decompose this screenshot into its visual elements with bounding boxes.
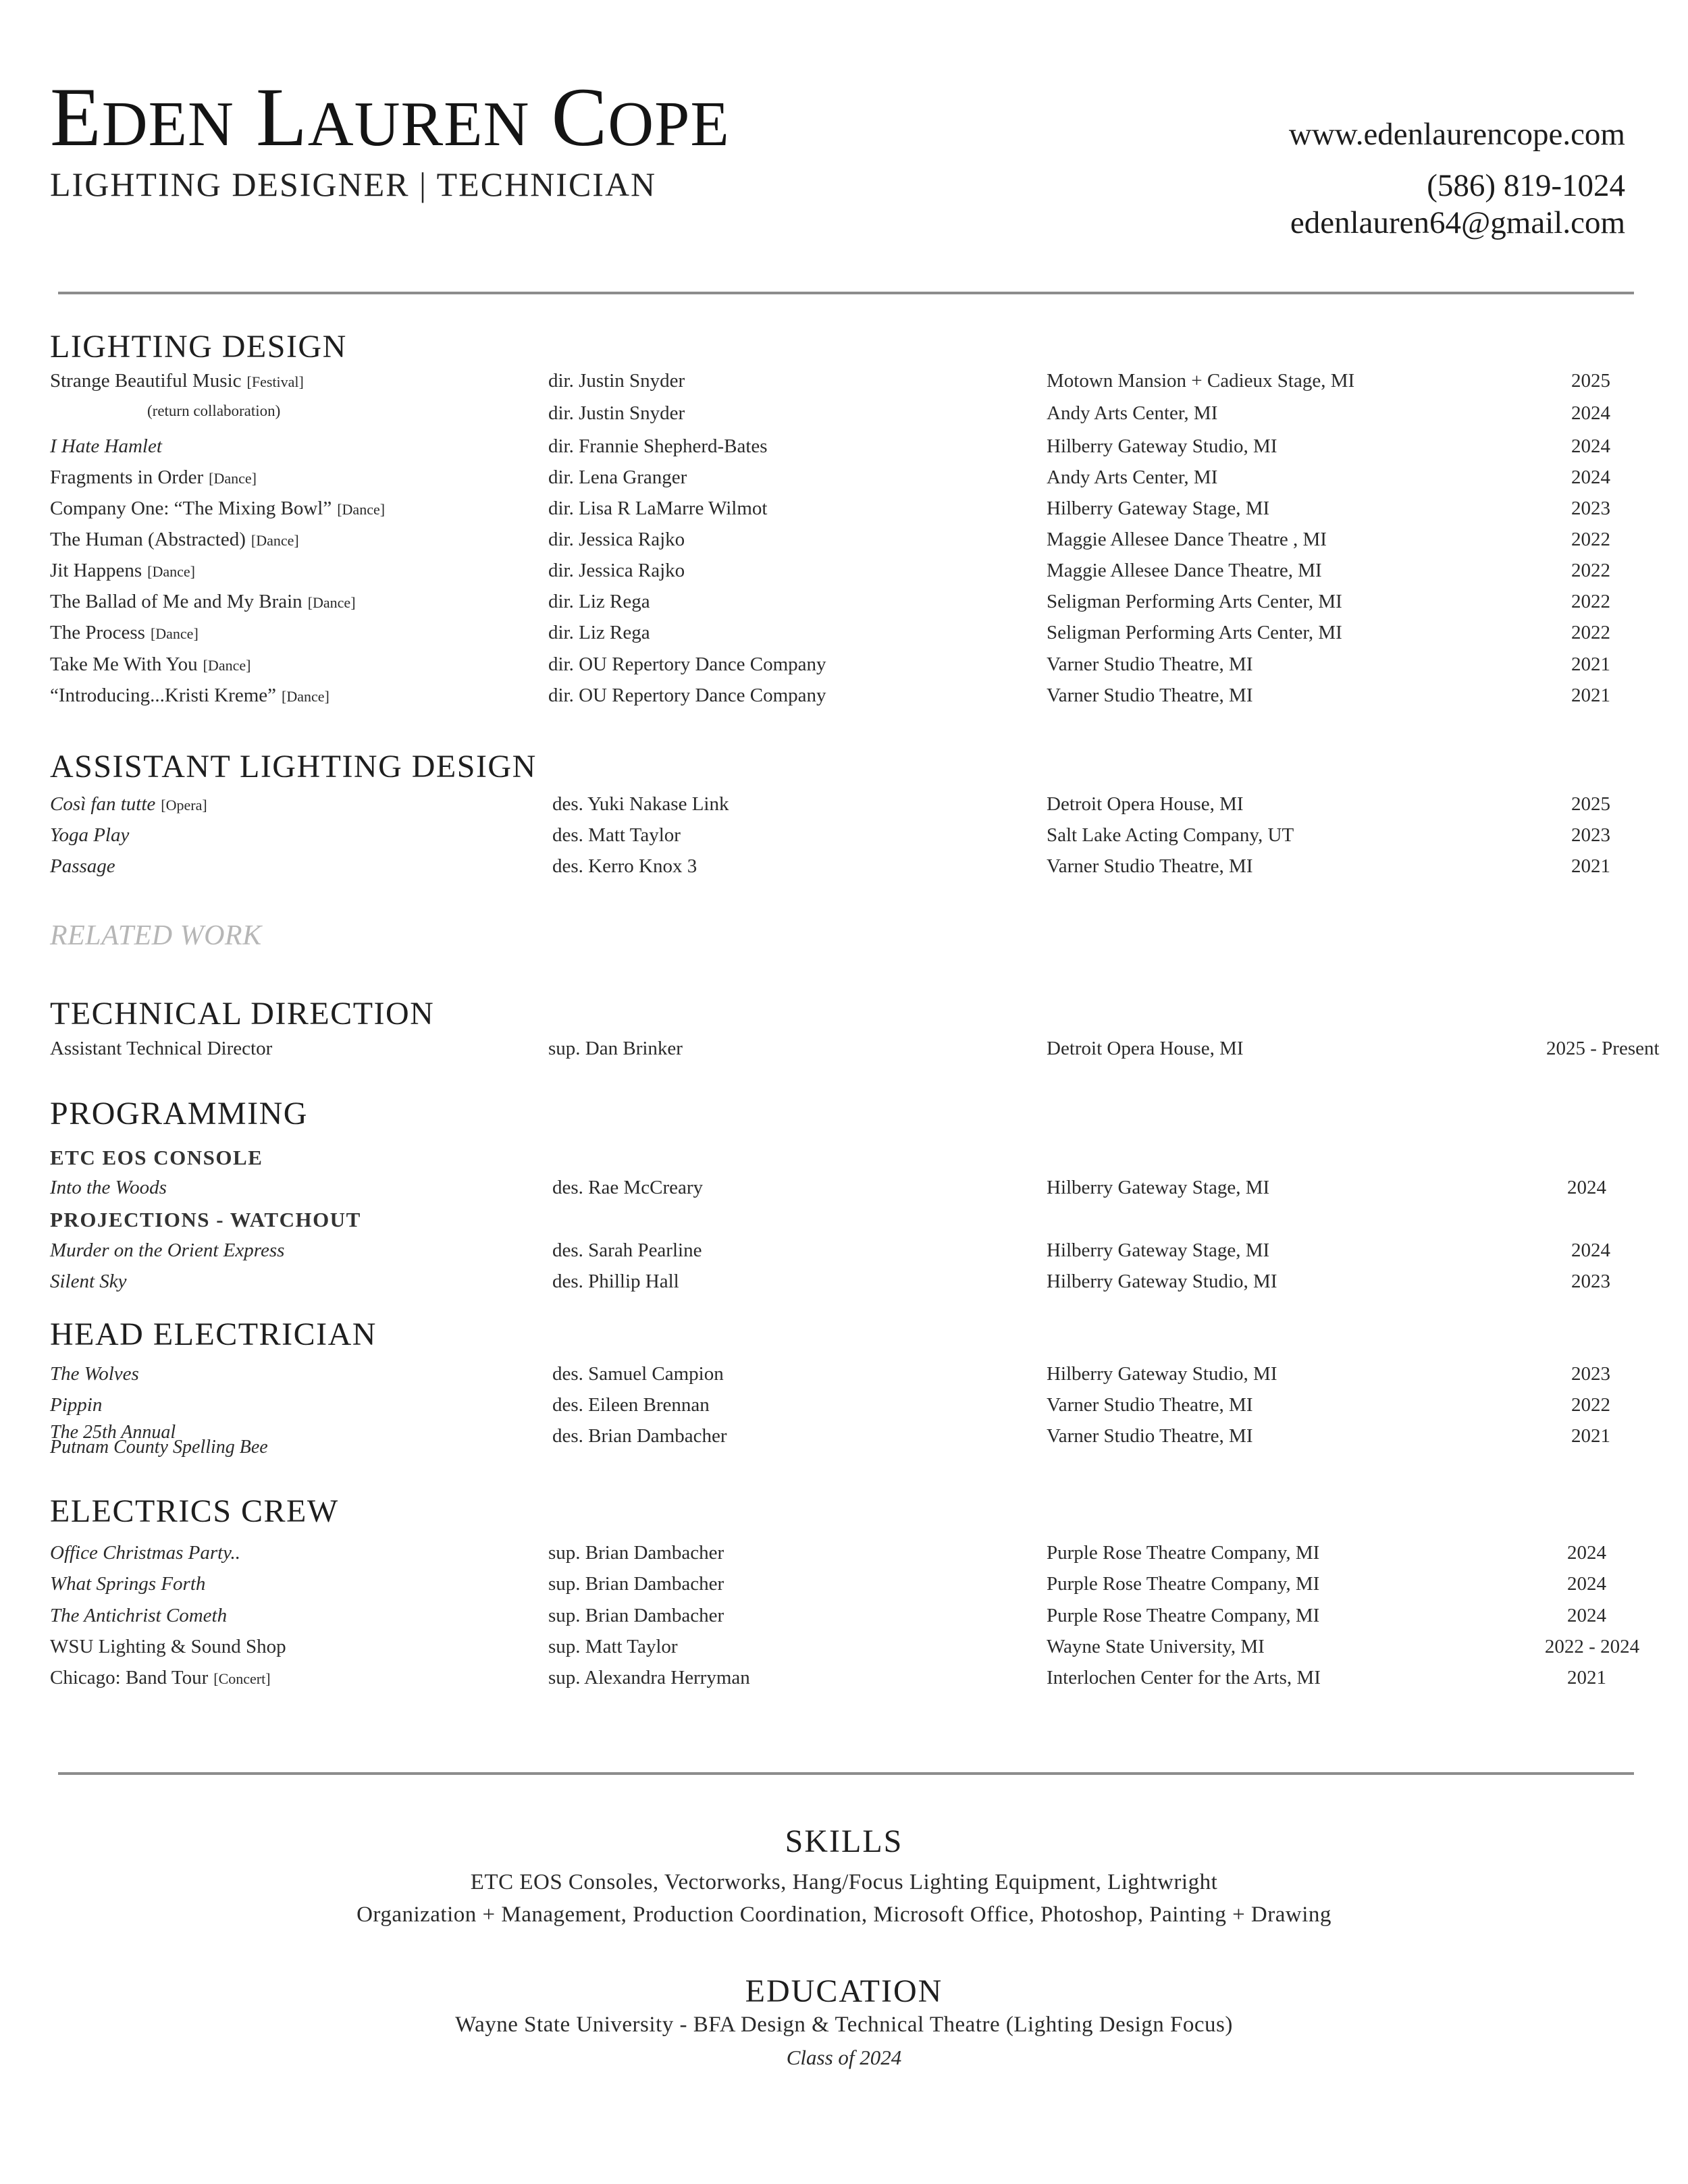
skills-heading: SKILLS	[785, 1823, 903, 1859]
show-title: Take Me With You [Dance]	[50, 654, 251, 675]
director: dir. Justin Snyder	[548, 370, 685, 392]
director: dir. Jessica Rajko	[548, 529, 685, 550]
year: 2021	[1571, 1425, 1610, 1447]
year: 2022 - 2024	[1544, 1636, 1640, 1657]
show-title: Pippin	[50, 1394, 103, 1416]
name-middle: LAUREN	[255, 71, 530, 163]
venue: Hilberry Gateway Stage, MI	[1047, 1240, 1270, 1261]
name-last: COPE	[551, 71, 730, 163]
venue: Seligman Performing Arts Center, MI	[1047, 591, 1342, 612]
year: 2024	[1567, 1573, 1606, 1595]
skills-line-2: Organization + Management, Production Coordination, Microsoft Office, Photoshop, Painting + Drawing	[357, 1902, 1331, 1927]
supervisor: sup. Brian Dambacher	[548, 1542, 724, 1564]
role-title: Assistant Technical Director	[50, 1038, 273, 1059]
list-item	[0, 1363, 1688, 1394]
list-item	[0, 1240, 1688, 1271]
list-item	[0, 1422, 1688, 1458]
programming-heading: PROGRAMMING	[50, 1096, 308, 1131]
list-item	[0, 435, 1688, 467]
venue: Andy Arts Center, MI	[1047, 402, 1218, 424]
venue: Wayne State University, MI	[1047, 1636, 1265, 1657]
designer: des. Samuel Campion	[552, 1363, 724, 1385]
list-item	[0, 855, 1688, 886]
venue: Andy Arts Center, MI	[1047, 467, 1218, 488]
list-item	[0, 1573, 1688, 1604]
website-link[interactable]: www.edenlaurencope.com	[1288, 117, 1625, 152]
list-item	[0, 498, 1688, 529]
list-item	[0, 591, 1688, 622]
show-title: The Process [Dance]	[50, 622, 199, 643]
list-item	[0, 685, 1688, 716]
director: dir. OU Repertory Dance Company	[548, 685, 826, 706]
supervisor: sup. Dan Brinker	[548, 1038, 683, 1059]
designer: des. Yuki Nakase Link	[552, 793, 729, 815]
director: dir. OU Repertory Dance Company	[548, 654, 826, 675]
supervisor: sup. Brian Dambacher	[548, 1605, 724, 1626]
list-item	[0, 1038, 1688, 1069]
venue: Varner Studio Theatre, MI	[1047, 1425, 1253, 1447]
year: 2021	[1571, 685, 1610, 706]
show-title: The Human (Abstracted) [Dance]	[50, 529, 299, 550]
show-title: Strange Beautiful Music [Festival]	[50, 370, 304, 392]
name-first: EDEN	[50, 71, 234, 163]
year: 2024	[1571, 467, 1610, 488]
director: dir. Jessica Rajko	[548, 560, 685, 581]
show-title: The Wolves	[50, 1363, 139, 1385]
year: 2024	[1571, 402, 1610, 424]
venue: Maggie Allesee Dance Theatre, MI	[1047, 560, 1322, 581]
year: 2024	[1571, 435, 1610, 457]
year: 2022	[1571, 591, 1610, 612]
list-item	[0, 370, 1688, 401]
show-title: Office Christmas Party..	[50, 1542, 240, 1564]
venue: Hilberry Gateway Stage, MI	[1047, 498, 1270, 519]
year: 2024	[1567, 1177, 1606, 1198]
year: 2024	[1571, 1240, 1610, 1261]
director: dir. Liz Rega	[548, 591, 650, 612]
collaboration-note: (return collaboration)	[147, 402, 281, 419]
year: 2023	[1571, 1271, 1610, 1292]
footer-divider	[58, 1772, 1634, 1775]
phone-number: (586) 819-1024	[1427, 168, 1625, 203]
venue: Maggie Allesee Dance Theatre , MI	[1047, 529, 1327, 550]
show-title: Company One: “The Mixing Bowl” [Dance]	[50, 498, 386, 519]
venue: Salt Lake Acting Company, UT	[1047, 824, 1294, 846]
year: 2024	[1567, 1605, 1606, 1626]
email-link[interactable]: edenlauren64@gmail.com	[1290, 205, 1625, 240]
assistant-lighting-design-heading: ASSISTANT LIGHTING DESIGN	[50, 749, 537, 784]
list-item	[0, 793, 1688, 824]
year: 2021	[1567, 1667, 1606, 1688]
year: 2022	[1571, 560, 1610, 581]
venue: Hilberry Gateway Studio, MI	[1047, 1363, 1277, 1385]
year: 2021	[1571, 855, 1610, 877]
director: dir. Frannie Shepherd-Bates	[548, 435, 768, 457]
list-item	[0, 654, 1688, 685]
skills-line-1: ETC EOS Consoles, Vectorworks, Hang/Focus Lighting Equipment, Lightwright	[470, 1870, 1218, 1894]
designer: des. Rae McCreary	[552, 1177, 704, 1198]
designer: des. Eileen Brennan	[552, 1394, 710, 1416]
show-title: “Introducing...Kristi Kreme” [Dance]	[50, 685, 329, 706]
resume-name	[50, 71, 730, 163]
year: 2022	[1571, 622, 1610, 643]
year: 2024	[1567, 1542, 1606, 1564]
year: 2025 - Present	[1546, 1038, 1660, 1059]
list-item	[0, 402, 1688, 433]
venue: Purple Rose Theatre Company, MI	[1047, 1573, 1320, 1595]
year: 2023	[1571, 498, 1610, 519]
designer: des. Phillip Hall	[552, 1271, 679, 1292]
venue: Hilberry Gateway Studio, MI	[1047, 435, 1277, 457]
list-item	[0, 1271, 1688, 1302]
venue: Interlochen Center for the Arts, MI	[1047, 1667, 1321, 1688]
director: dir. Lena Granger	[548, 467, 687, 488]
venue: Hilberry Gateway Studio, MI	[1047, 1271, 1277, 1292]
show-title: Into the Woods	[50, 1177, 167, 1198]
venue: Seligman Performing Arts Center, MI	[1047, 622, 1342, 643]
show-title: Chicago: Band Tour [Concert]	[50, 1667, 271, 1688]
show-title: Passage	[50, 855, 115, 877]
list-item	[0, 1394, 1688, 1425]
show-title: Così fan tutte [Opera]	[50, 793, 207, 815]
venue: Varner Studio Theatre, MI	[1047, 855, 1253, 877]
education-heading: EDUCATION	[745, 1973, 943, 2009]
venue: Purple Rose Theatre Company, MI	[1047, 1605, 1320, 1626]
designer: des. Brian Dambacher	[552, 1425, 727, 1447]
year: 2021	[1571, 654, 1610, 675]
venue: Varner Studio Theatre, MI	[1047, 685, 1253, 706]
year: 2023	[1571, 824, 1610, 846]
list-item	[0, 622, 1688, 653]
education-degree: Wayne State University - BFA Design & Technical Theatre (Lighting Design Focus)	[455, 2013, 1233, 2037]
show-title: The Antichrist Cometh	[50, 1605, 228, 1626]
related-work-heading: RELATED WORK	[50, 920, 262, 951]
show-title: What Springs Forth	[50, 1573, 206, 1595]
projections-subheading: PROJECTIONS - WATCHOUT	[50, 1208, 361, 1231]
etc-eos-subheading: ETC EOS CONSOLE	[50, 1146, 263, 1169]
list-item	[0, 467, 1688, 498]
resume-subtitle: LIGHTING DESIGNER | TECHNICIAN	[50, 165, 657, 203]
show-title: Silent Sky	[50, 1271, 127, 1292]
designer: des. Matt Taylor	[552, 824, 681, 846]
list-item	[0, 529, 1688, 560]
venue: Detroit Opera House, MI	[1047, 1038, 1244, 1059]
year: 2022	[1571, 1394, 1610, 1416]
venue: Varner Studio Theatre, MI	[1047, 654, 1253, 675]
show-title: Murder on the Orient Express	[50, 1240, 285, 1261]
list-item	[0, 1636, 1688, 1667]
education-class: Class of 2024	[786, 2046, 902, 2069]
show-title: Jit Happens [Dance]	[50, 560, 195, 581]
head-electrician-heading: HEAD ELECTRICIAN	[50, 1316, 377, 1352]
venue: Hilberry Gateway Stage, MI	[1047, 1177, 1270, 1198]
list-item	[0, 1605, 1688, 1636]
director: dir. Liz Rega	[548, 622, 650, 643]
supervisor: sup. Matt Taylor	[548, 1636, 678, 1657]
year: 2025	[1571, 370, 1610, 392]
venue: Detroit Opera House, MI	[1047, 793, 1244, 815]
header-divider	[58, 292, 1634, 294]
year: 2025	[1571, 793, 1610, 815]
supervisor: sup. Alexandra Herryman	[548, 1667, 750, 1688]
year: 2022	[1571, 529, 1610, 550]
electrics-crew-heading: ELECTRICS CREW	[50, 1493, 339, 1529]
venue: Purple Rose Theatre Company, MI	[1047, 1542, 1320, 1564]
year: 2023	[1571, 1363, 1610, 1385]
show-title: The 25th Annual Putnam County Spelling Bee	[50, 1422, 268, 1458]
director: dir. Justin Snyder	[548, 402, 685, 424]
list-item	[0, 1542, 1688, 1573]
list-item	[0, 560, 1688, 591]
show-title: Yoga Play	[50, 824, 130, 846]
list-item	[0, 1177, 1688, 1208]
list-item	[0, 1667, 1688, 1698]
list-item	[0, 824, 1688, 855]
show-title: WSU Lighting & Sound Shop	[50, 1636, 286, 1657]
supervisor: sup. Brian Dambacher	[548, 1573, 724, 1595]
show-title: I Hate Hamlet	[50, 435, 162, 457]
designer: des. Kerro Knox 3	[552, 855, 697, 877]
show-title: Fragments in Order [Dance]	[50, 467, 257, 488]
designer: des. Sarah Pearline	[552, 1240, 702, 1261]
venue: Motown Mansion + Cadieux Stage, MI	[1047, 370, 1355, 392]
lighting-design-heading: LIGHTING DESIGN	[50, 329, 347, 365]
show-title: The Ballad of Me and My Brain [Dance]	[50, 591, 356, 612]
technical-direction-heading: TECHNICAL DIRECTION	[50, 996, 435, 1032]
director: dir. Lisa R LaMarre Wilmot	[548, 498, 768, 519]
venue: Varner Studio Theatre, MI	[1047, 1394, 1253, 1416]
